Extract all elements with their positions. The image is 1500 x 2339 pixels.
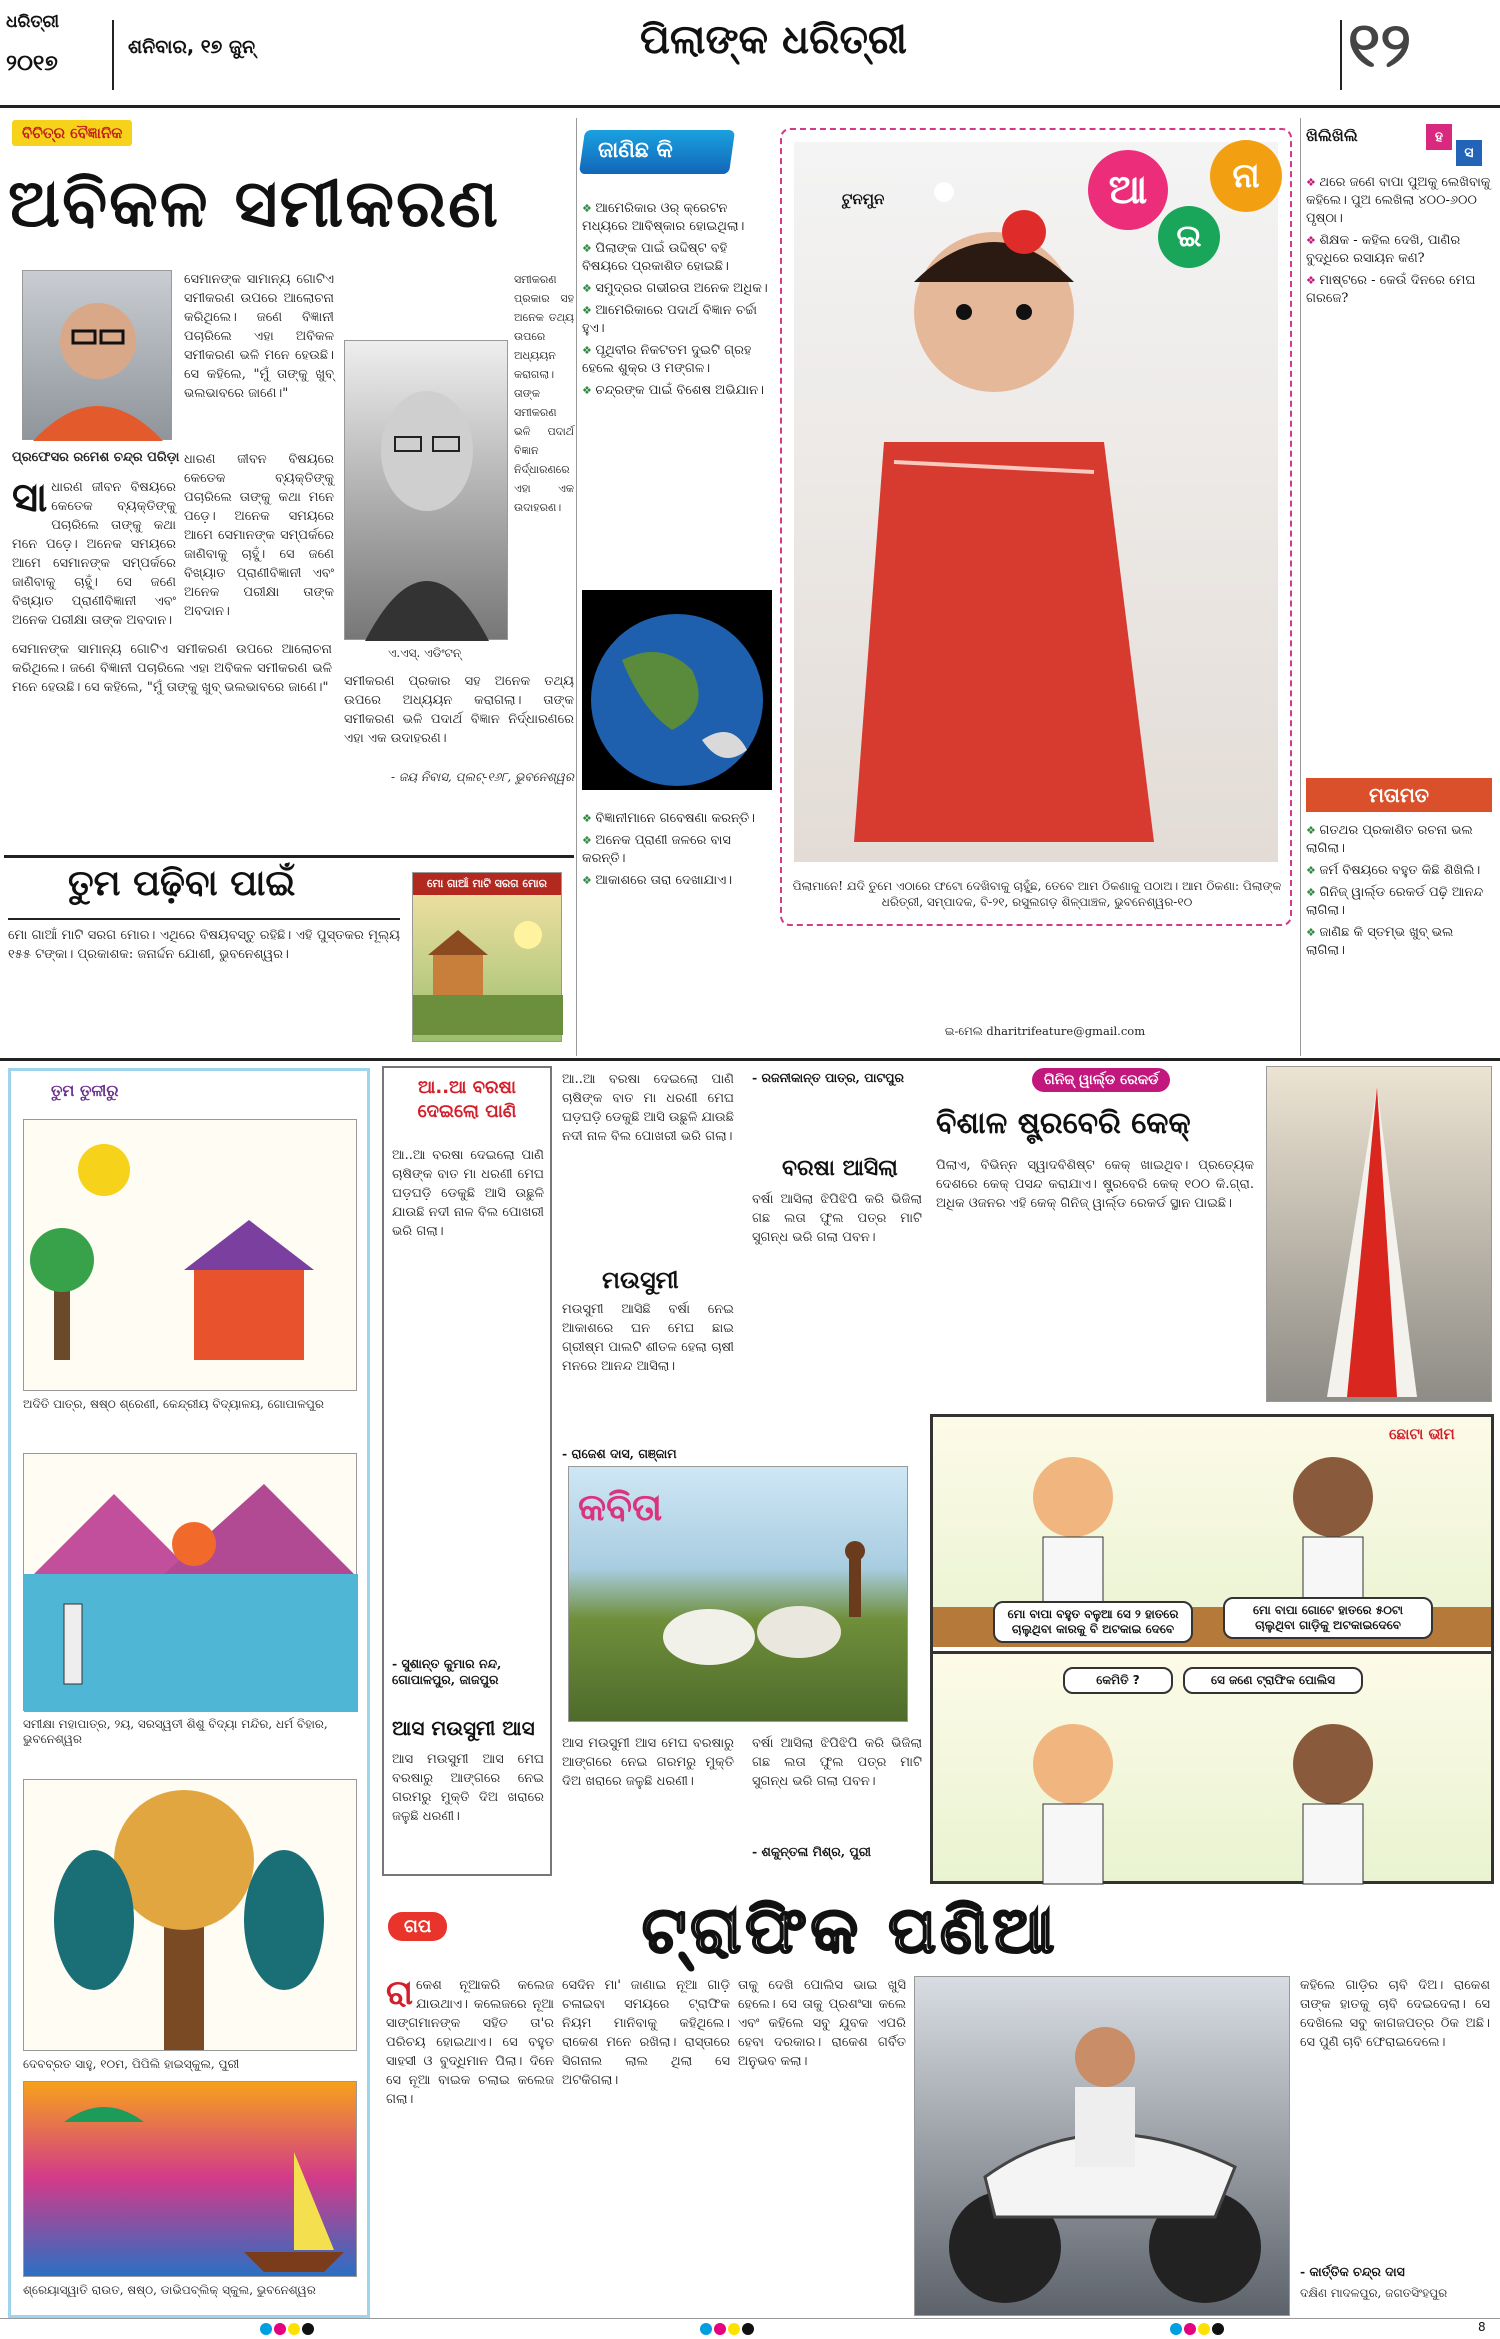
drawings-kicker: ତୁମ ତୁଳୀରୁ (51, 1081, 119, 1100)
scientist-portrait (344, 340, 508, 640)
science-signoff: - ଜୟ ନିବାସ, ପ୍ଲଟ୍-୧୬୮, ଭୁବନେଶ୍ୱର (391, 770, 574, 784)
janichha-column (580, 120, 778, 1050)
section-title: ପିଲାଙ୍କ ଧରିତ୍ରୀ (640, 16, 908, 63)
registration-marks-3 (1170, 2323, 1226, 2339)
poem-4-title: ଆସ ମଉସୁମୀ ଆସ (392, 1716, 535, 1740)
story-headline: ଟ୍ରାଫିକ ପଣିଆ (642, 1894, 1059, 1968)
story-drop-cap: ରା (386, 1973, 414, 2013)
janichha-item: ❖ ପିଲାଙ୍କ ପାଇଁ ଉଦ୍ଦିଷ୍ଟ ବହି ବିଷୟରେ ପ୍ରକାଶିତ ହୋଇଛି। (582, 240, 772, 276)
khilikhili-kicker: ଖିଲିଖିଲି (1306, 126, 1358, 145)
janichha-item: ❖ ସମୁଦ୍ରର ଗଭୀରତା ଅନେକ ଅଧିକ। (582, 280, 772, 298)
house-drawing-icon (24, 1120, 358, 1392)
cake-line-icon (1267, 1067, 1493, 1403)
guinness-headline: ବିଶାଳ ଷ୍ଟ୍ରବେରି କେକ୍ (936, 1106, 1191, 1141)
scientist-caption: ଏ.ଏସ୍. ଏଡିଂଟନ୍ (388, 646, 462, 660)
comic-label: ଛୋଟା ଭୀମ (1389, 1425, 1455, 1443)
science-col-bottom-right: ସମୀକରଣ ପ୍ରକାର ସହ ଅନେକ ତଥ୍ୟ ଉପରେ ଅଧ୍ୟୟନ କରାଗଲା। ତାଙ୍କ ସମୀକରଣ ଭଳି ପଦାର୍ଥ ବିଜ୍ଞାନ ନିର୍ଦ୍ଧାରଣରେ ଏହା ଏକ ଉଦାହରଣ। (344, 674, 574, 746)
khilikhili-joke: ❖ ଶିକ୍ଷକ - କହିଲ ଦେଖି, ପାଣିର ବୁଦ୍ଧିରେ ରସାୟନ କଣ? (1306, 232, 1492, 268)
poems-section (382, 1066, 922, 1886)
poem-2-author: - ରାଜେଶ ଦାସ, ଗଞ୍ଜାମ (562, 1446, 677, 1461)
scientist-portrait-icon (345, 341, 509, 641)
opinion-list (1306, 822, 1492, 964)
science-col-bottom-left: ସେମାନଙ୍କ ସାମାନ୍ୟ ଗୋଟିଏ ସମୀକରଣ ଉପରେ ଆଲୋଚନା କରିଥିଲେ। ଜଣେ ବିଜ୍ଞାନୀ ପଚାରିଲେ ଏହା ଅବିକଳ ସମୀକରଣ ଭଳି ମନେ ହେଉଛି। ସେ କହିଲେ, "ମୁଁ ତାଙ୍କୁ ଖୁବ୍ ଭଲଭାବରେ ଜାଣେ।" (12, 642, 332, 695)
registration-marks-1 (260, 2323, 316, 2339)
drawing-2 (23, 1453, 357, 1711)
book-cover (412, 872, 562, 1042)
drawing-4-caption: ଶ୍ରେୟାସ୍ୱାତି ରାଉତ, ଷଷ୍ଠ, ଡାଭିପବ୍ଲିକ୍ ସ୍କୁଲ, ଭୁବନେଶ୍ୱର (23, 2283, 316, 2297)
author-caption: ପ୍ରଫେସର ରମେଶ ଚନ୍ଦ୍ର ପରିଡ଼ା (12, 450, 180, 465)
science-story (8, 120, 576, 860)
comic-bubble-4: ସେ ଜଣେ ଟ୍ରାଫିକ ପୋଲିସ (1183, 1667, 1363, 1694)
drawing-1 (23, 1119, 357, 1391)
poem-1-author: - ସୁଶାନ୍ତ କୁମାର ନନ୍ଦ, ଗୋପାଳପୁର, ଜାଜପୁର (392, 1656, 502, 1687)
masthead-year: ୨୦୧୭ (6, 50, 58, 76)
story-col1-wrap (8, 1980, 380, 2310)
khilikhili-column (1306, 118, 1494, 1058)
story-col2: ସେଦିନ ମା' ଜାଣାଇ ନୂଆ ଗାଡ଼ି ଚଳାଇବା ସମୟରେ ଟ୍ରାଫିକ ନିୟମ ମାନିବାକୁ କହିଥିଲେ। ରାକେଶ ମନେ ରଖିଲା। ରାସ୍ତାରେ ସିଗନାଲ ଲାଲ ଥିଲା ସେ ଅଟକିଗଲା। (562, 1978, 730, 2088)
earth-photo (582, 590, 772, 790)
guinness-kicker: ଗିନିଜ୍ ୱାର୍ଲ୍ଡ ରେକର୍ଡ (1032, 1068, 1170, 1092)
janichha-item: ❖ ଚନ୍ଦ୍ରଙ୍କ ପାଇଁ ବିଶେଷ ଅଭିଯାନ। (582, 382, 772, 400)
janichha-item: ❖ ଆକାଶରେ ତାରା ଦେଖାଯାଏ। (582, 872, 772, 890)
drawing-1-caption: ଅଦିତି ପାତ୍ର, ଷଷ୍ଠ ଶ୍ରେଣୀ, କେନ୍ଦ୍ରୀୟ ବିଦ୍ୟାଳୟ, ଗୋପାଳପୁର (23, 1397, 325, 1411)
janichha-item: ❖ ଆମେରିକାର ଓର୍ କ୍ରେଟନ ମଧ୍ୟରେ ଆବିଷ୍କାର ହୋଇଥିଲା। (582, 200, 772, 236)
opinion-item: ❖ ଗତଥର ପ୍ରକାଶିତ ରଚନା ଭଲ ଲାଗିଲା। (1306, 822, 1492, 858)
seaside-drawing-icon (24, 1454, 358, 1712)
poem-3-text: ବର୍ଷା ଆସିଲା ଝିପିଝିପି କରି ଭିଜିଲା ଗଛ ଲତା ଫୁଲ ପତ୍ର ମାଟି ସୁଗନ୍ଧ ଭରି ଗଲା ପବନ। (752, 1192, 922, 1245)
poem-3-title: ବରଷା ଆସିଲା (782, 1156, 898, 1181)
aina-email: ଇ-ମେଲ dharitrifeature@gmail.com (944, 1024, 1146, 1038)
khilikhili-tile-1: ହ (1426, 124, 1452, 150)
masthead (0, 0, 1500, 108)
registration-marks-2 (700, 2323, 756, 2339)
masthead-logo: ଧରିତ୍ରୀ (6, 12, 60, 32)
story-col1 (386, 1973, 554, 2306)
aina-badge-2: ଇ (1158, 206, 1220, 268)
comic-bubble-2: ମୋ ବାପା ଗୋଟେ ହାତରେ ୫୦ଟା ଚାଲୁଥିବା ଗାଡ଼ିକୁ ଅଟକାଇଦେବେ (1223, 1597, 1433, 1639)
poem-4-author: - ଶକୁନ୍ତଳା ମିଶ୍ର, ପୁରୀ (752, 1844, 871, 1859)
science-kicker: ବିଚିତ୍ର ବୈଜ୍ଞାନିକ (12, 120, 132, 146)
science-headline: ଅବିକଳ ସମୀକରଣ (8, 164, 500, 242)
janichha-item: ❖ ଆମେରିକାରେ ପଦାର୍ଥ ବିଜ୍ଞାନ ଚର୍ଚ୍ଚା ହୁଏ। (582, 302, 772, 338)
janichha-list-bottom (582, 810, 772, 894)
science-col2-mid: ଧାରଣ ଜୀବନ ବିଷୟରେ କେତେକ ବ୍ୟକ୍ତିଙ୍କୁ ପଚାରିଲେ ତାଙ୍କୁ କଥା ମନେ ପଡ଼େ। ଅନେକ ସମୟରେ ଆମେ ସେମାନଙ୍କ ସମ୍ପର୍କରେ ଜାଣିବାକୁ ଚାହୁଁ। ସେ ଜଣେ ବିଖ୍ୟାତ ପ୍ରାଣୀବିଜ୍ଞାନୀ ଏବଂ ଅନେକ ପରୀକ୍ଷା ତାଙ୍କ ଅବଦାନ। (184, 452, 334, 619)
janichha-list-top (582, 200, 772, 404)
comic-bubble-3: କେମିତି ? (1063, 1667, 1173, 1694)
poem-4-text: ଆସ ମଉସୁମୀ ଆସ ମେଘ ବରଷାରୁ ଆଙ୍ଗରେ ନେଇ ଗରମରୁ ମୁକ୍ତି ଦିଅ ଖରାରେ ଜଳୁଛି ଧରଣୀ। (392, 1752, 544, 1824)
story-col3: ତାକୁ ଦେଖି ପୋଲିସ ଭାଇ ଖୁସି ହେଲେ। ସେ ତାକୁ ପ୍ରଶଂସା କଲେ ଏବଂ କହିଲେ ସବୁ ଯୁବକ ଏପରି ହେବା ଦରକାର। ରାକେଶ ଗର୍ବିତ ଅନୁଭବ କଲା। (738, 1978, 906, 2069)
opinion-item: ❖ ଜାଣିଛ କି ସ୍ତମ୍ଭ ଖୁବ୍ ଭଲ ଲାଗିଲା। (1306, 924, 1492, 960)
janichha-item: ❖ ଅନେକ ପ୍ରାଣୀ ଜଳରେ ବାସ କରନ୍ତି। (582, 832, 772, 868)
poem-4-continued: ଆସ ମଉସୁମୀ ଆସ ମେଘ ବରଷାରୁ ଆଙ୍ଗରେ ନେଇ ଗରମରୁ ମୁକ୍ତି ଦିଅ ଖରାରେ ଜଳୁଛି ଧରଣୀ। (562, 1736, 734, 1789)
story-col1-text: କେଶ ନୂଆକରି କଲେଜ ଯାଉଥାଏ। କଲେଜରେ ନୂଆ ସାଙ୍ଗମାନଙ୍କ ସହିତ ତା'ର ପରିଚୟ ହୋଇଥାଏ। ସେ ବହୁତ ସାହସୀ ଓ ବୁଦ୍ଧିମାନ ପିଲା। ଦିନେ ସେ ନୂଆ ବାଇକ ଚଲାଇ କଲେଜ ଗଲା। (386, 1978, 554, 2107)
poem-5-text: ବର୍ଷା ଆସିଲା ଝିପିଝିପି କରି ଭିଜିଲା ଗଛ ଲତା ଫୁଲ ପତ୍ର ମାଟି ସୁଗନ୍ଧ ଭରି ଗଲା ପବନ। (752, 1736, 922, 1789)
science-drop-cap: ସା (12, 474, 48, 521)
science-col3-top: ସମୀକରଣ ପ୍ରକାର ସହ ଅନେକ ତଥ୍ୟ ଉପରେ ଅଧ୍ୟୟନ କରାଗଲା। ତାଙ୍କ ସମୀକରଣ ଭଳି ପଦାର୍ଥ ବିଜ୍ଞାନ ନିର୍ଦ୍ଧାରଣରେ ଏହା ଏକ ଉଦାହରଣ। (514, 273, 574, 514)
story-col4: କହିଲେ ଗାଡ଼ିର ଚାବି ଦିଅ। ରାକେଶ ତାଙ୍କ ହାତକୁ ଚାବି ଦେଇଦେଲା। ସେ ଦେଖିଲେ ସବୁ କାଗଜପତ୍ର ଠିକ ଅଛି। ସେ ପୁଣି ଚାବି ଫେରାଇଦେଲେ। (1300, 1978, 1490, 2050)
drawing-2-caption: ସମୀକ୍ଷା ମହାପାତ୍ର, ୨ୟ, ସରସ୍ୱତୀ ଶିଶୁ ବିଦ୍ୟା ମନ୍ଦିର, ଧର୍ମ ବିହାର, ଭୁବନେଶ୍ୱର (23, 1717, 328, 1746)
science-col1-text: ଧାରଣ ଜୀବନ ବିଷୟରେ କେତେକ ବ୍ୟକ୍ତିଙ୍କୁ ପଚାରିଲେ ତାଙ୍କୁ କଥା ମନେ ପଡ଼େ। ଅନେକ ସମୟରେ ଆମେ ସେମାନଙ୍କ ସମ୍ପର୍କରେ ଜାଣିବାକୁ ଚାହୁଁ। ସେ ଜଣେ ବିଖ୍ୟାତ ପ୍ରାଣୀବିଜ୍ଞାନୀ ଏବଂ ଅନେକ ପରୀକ୍ଷା ତାଙ୍କ ଅବଦାନ। (12, 480, 176, 628)
aina-note: ପିଲାମାନେ! ଯଦି ତୁମେ ଏଠାରେ ଫଟୋ ଦେଖିବାକୁ ଚାହୁଁଛ, ତେବେ ଆମ ଠିକଣାକୁ ପଠାଅ। ଆମ ଠିକଣା: ପିଲାଙ୍କ ଧରିତ୍ରୀ, ସମ୍ପାଦକ, ବି-୨୧, ରସୁଲଗଡ଼ ଶିଳ୍ପାଞ୍ଚଳ, ଭୁବନେଶ୍ୱର-୧୦ (792, 879, 1282, 909)
khilikhili-joke: ❖ ମାଷ୍ଟରେ - କେଉଁ ଦିନରେ ମେଘ ଗରଜେ? (1306, 272, 1492, 308)
strawberry-cake-photo (1266, 1066, 1492, 1402)
poem-2-text: ମଉସୁମୀ ଆସିଛି ବର୍ଷା ନେଇ ଆକାଶରେ ଘନ ମେଘ ଛାଇ ଗ୍ରୀଷ୍ମ ପାଲଟି ଶୀତଳ ହେଲା ଚାଷୀ ମନରେ ଆନନ୍ଦ ଆସିଲା। (562, 1302, 734, 1374)
poem-2-title: ମଉସୁମୀ (602, 1266, 679, 1294)
reading-box (8, 862, 576, 1052)
janichha-item: ❖ ବିଜ୍ଞାନୀମାନେ ଗବେଷଣା କରନ୍ତି। (582, 810, 772, 828)
comic-strip (930, 1414, 1494, 1884)
village-scene-icon (413, 895, 563, 1035)
page-mark: 8 (1478, 2320, 1486, 2334)
guinness-text: ପିଲାଏ, ବିଭିନ୍ନ ସ୍ୱାଦବିଶିଷ୍ଟ କେକ୍ ଖାଇଥିବ। ପ୍ରତ୍ୟେକ ଦେଶରେ କେକ୍ ପସନ୍ଦ କରାଯାଏ। ଷ୍ଟ୍ରବେରି କେକ୍ ୧୦୦ କି.ଗ୍ରା. ଅଧିକ ଓଜନର ଏହି କେକ୍ ଗିନିଜ୍ ୱାର୍ଲ୍ଡ ରେକର୍ଡ ସ୍ଥାନ ପାଇଛି। (936, 1158, 1254, 1211)
drawing-3-caption: ଦେବବ୍ରତ ସାହୁ, ୧୦ମ, ପିପିଲି ହାଇସ୍କୁଲ, ପୁରୀ (23, 2057, 240, 2071)
masthead-date: ଶନିବାର, ୧୭ ଜୁନ୍ (128, 36, 256, 58)
kavita-label: କବିତା (578, 1485, 663, 1529)
child-name: ଟୁନମୁନ (842, 190, 885, 208)
poem-3-author: - ରଜନୀକାନ୍ତ ପାତ୍ର, ପାଟପୁର (752, 1070, 904, 1085)
khilikhili-list (1306, 174, 1492, 312)
earth-icon (582, 590, 772, 790)
author-portrait-icon (23, 271, 173, 441)
science-col1 (12, 474, 176, 628)
poem-1-continued: ଆ..ଆ ବରଷା ଦେଇଲୋ ପାଣି ଚାଷିଙ୍କ ବାତ ମା ଧରଣୀ ମେଘ ଘଡ଼ଘଡ଼ି ଡେକୁଛି ଆସି ଉଛୁଳି ଯାଉଛି ନଦୀ ନାଳ ବିଲ ପୋଖରୀ ଭରି ଗଲା। (562, 1072, 734, 1144)
motorbike-icon (915, 1977, 1291, 2317)
page-number: ୧୨ (1348, 8, 1412, 81)
bike-photo (914, 1976, 1290, 2316)
reading-text: ମୋ ଗାଆଁ ମାଟି ସରଗ ମୋର। ଏଥିରେ ବିଷୟବସ୍ତୁ ରହିଛି। ଏହି ପୁସ୍ତକର ମୂଲ୍ୟ ୧୫୫ ଟଙ୍କା। ପ୍ରକାଶକ: ଜନାର୍ଦ୍ଦନ ଯୋଶୀ, ଭୁବନେଶ୍ୱର। (8, 928, 400, 962)
poem-1-text: ଆ..ଆ ବରଷା ଦେଇଲୋ ପାଣି ଚାଷିଙ୍କ ବାତ ମା ଧରଣୀ ମେଘ ଘଡ଼ଘଡ଼ି ଡେକୁଛି ଆସି ଉଛୁଳି ଯାଉଛି ନଦୀ ନାଳ ବିଲ ପୋଖରୀ ଭରି ଗଲା। (392, 1148, 544, 1239)
guinness-section (932, 1066, 1492, 1406)
janichha-item: ❖ ପୃଥିବୀର ନିକଟତମ ଦୁଇଟି ଗ୍ରହ ହେଲେ ଶୁକ୍ର ଓ ମଙ୍ଗଳ। (582, 342, 772, 378)
book-title: ମୋ ଗାଆଁ ମାଟି ସରଗ ମୋର (413, 873, 561, 895)
comic-bubble-1: ମୋ ବାପା ବହୁତ ବଳୁଆ ସେ ୨ ହାତରେ ଚାଲୁଥିବା କାରକୁ ବି ଅଟକାଇ ଦେବେ (993, 1601, 1193, 1643)
khilikhili-joke: ❖ ଥରେ ଜଣେ ବାପା ପୁଅକୁ ଲେଖିବାକୁ କହିଲେ। ପୁଅ ଲେଖିଲା ୪୦୦-୬୦୦ ପୃଷ୍ଠା। (1306, 174, 1492, 228)
aina-badge-1: ଆ (1088, 150, 1168, 230)
aina-badge-3: ନା (1210, 140, 1282, 212)
story-kicker: ଗପ (388, 1912, 447, 1941)
poem-1-title: ଆ..ଆ ବରଷା ଦେଇଲୋ ପାଣି (417, 1077, 517, 1122)
opinion-kicker: ମତାମତ (1306, 778, 1492, 812)
janichha-kicker: ଜାଣିଛ କି (598, 138, 673, 163)
opinion-item: ❖ ଗିନିଜ୍ ୱାର୍ଲ୍ଡ ରେକର୍ଡ ପଢ଼ି ଆନନ୍ଦ ଲାଗିଲା। (1306, 884, 1492, 920)
khilikhili-tile-2: ସ (1456, 140, 1482, 166)
opinion-item: ❖ ଜର୍ମ ବିଷୟରେ ବହୁତ କିଛି ଶିଖିଲି। (1306, 862, 1492, 880)
author-photo (22, 270, 172, 440)
story-author: - କାର୍ତ୍ତିକ ଚନ୍ଦ୍ର ଦାସ (1300, 2264, 1405, 2279)
reading-headline: ତୁମ ପଢ଼ିବା ପାଇଁ (68, 862, 296, 904)
science-col2-top: ସେମାନଙ୍କ ସାମାନ୍ୟ ଗୋଟିଏ ସମୀକରଣ ଉପରେ ଆଲୋଚନା କରିଥିଲେ। ଜଣେ ବିଜ୍ଞାନୀ ପଚାରିଲେ ଏହା ଅବିକଳ ସମୀକରଣ ଭଳି ମନେ ହେଉଛି। ସେ କହିଲେ, "ମୁଁ ତାଙ୍କୁ ଖୁବ୍ ଭଲଭାବରେ ଜାଣେ।" (184, 272, 334, 401)
story-author-address: ଦକ୍ଷିଣ ମାଦଳପୁର, ଜଗତସିଂହପୁର (1300, 2286, 1448, 2300)
